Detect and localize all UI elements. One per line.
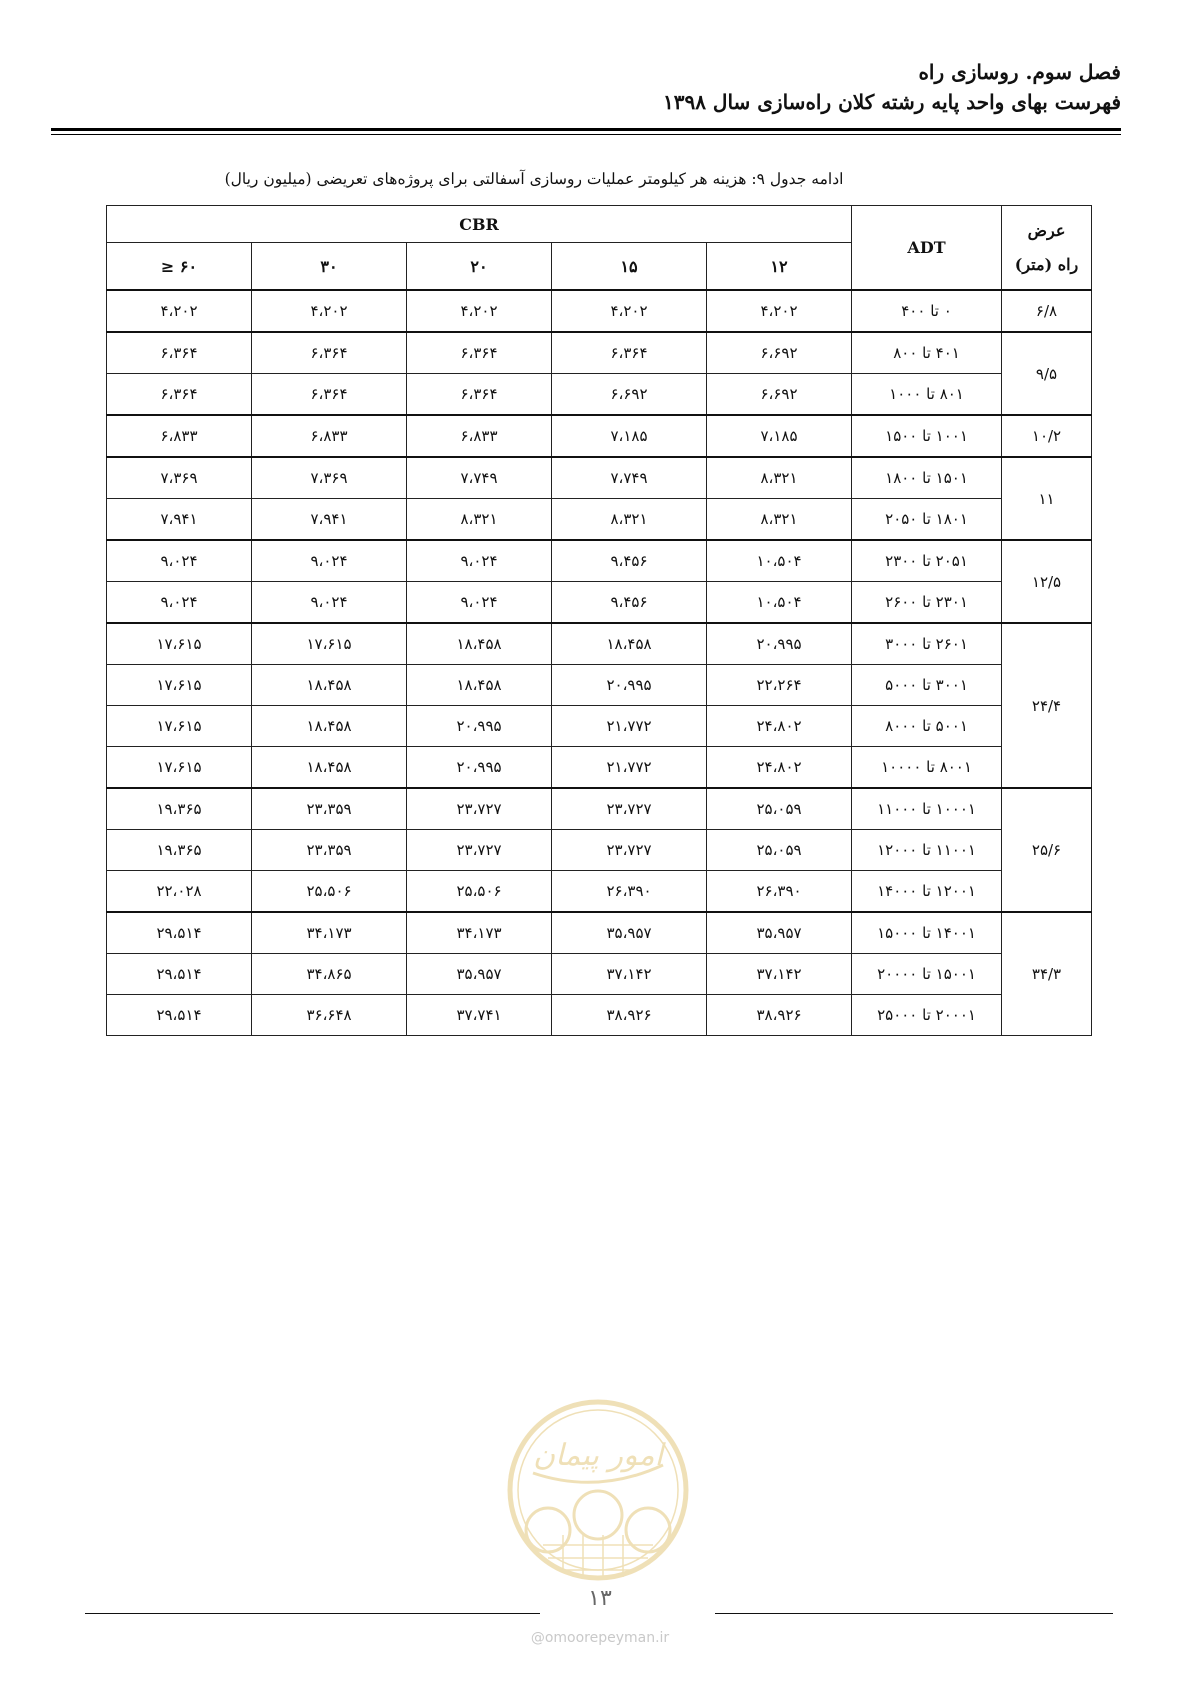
cost-value-cell: ۴،۲۰۲ (707, 290, 852, 332)
table-row (107, 954, 1092, 995)
width-column-header (1002, 206, 1092, 291)
cost-value-cell: ۶،۸۳۳ (107, 415, 252, 457)
cost-value-cell: ۱۹،۳۶۵ (107, 830, 252, 871)
adt-column-header: ADT (852, 206, 1002, 291)
cost-value-cell: ۴،۲۰۲ (107, 290, 252, 332)
table-row (107, 706, 1092, 747)
cost-value-cell: ۲۹،۵۱۴ (107, 912, 252, 954)
cost-value-cell: ۳۸،۹۲۶ (552, 995, 707, 1036)
cost-value-cell: ۲۳،۳۵۹ (252, 788, 407, 830)
page-number: ۱۳ (588, 1586, 612, 1611)
cost-value-cell: ۲۰،۹۹۵ (707, 623, 852, 665)
cost-value-cell: ۲۲،۰۲۸ (107, 871, 252, 913)
cost-value-cell: ۹،۰۲۴ (107, 582, 252, 624)
cost-value-cell: ۱۸،۴۵۸ (252, 706, 407, 747)
cost-value-cell: ۶،۸۳۳ (252, 415, 407, 457)
table-row (107, 374, 1092, 416)
document-subtitle: فهرست بهای واحد پایه رشته کلان راه‌سازی سال ۱۳۹۸ (663, 90, 1121, 114)
cost-table (106, 205, 1092, 1036)
cost-value-cell: ۳۴،۱۷۳ (252, 912, 407, 954)
road-width-cell: ۳۴/۳ (1002, 912, 1092, 1036)
cost-value-cell: ۱۸،۴۵۸ (552, 623, 707, 665)
cost-value-cell: ۹،۰۲۴ (107, 540, 252, 582)
road-width-cell: ۲۵/۶ (1002, 788, 1092, 912)
road-width-cell: ۱۰/۲ (1002, 415, 1092, 457)
cbr-group-header: CBR (107, 206, 852, 243)
cost-value-cell: ۷،۹۴۱ (252, 499, 407, 541)
table-row (107, 332, 1092, 374)
cbr-column-header: ۶۰ ≤ (107, 243, 252, 291)
cost-value-cell: ۴،۲۰۲ (252, 290, 407, 332)
cost-value-cell: ۷،۷۴۹ (552, 457, 707, 499)
adt-range-cell: ۲۰۵۱ تا ۲۳۰۰ (852, 540, 1002, 582)
cost-value-cell: ۲۳،۷۲۷ (407, 788, 552, 830)
cost-value-cell: ۲۰،۹۹۵ (407, 706, 552, 747)
cost-value-cell: ۱۸،۴۵۸ (252, 665, 407, 706)
cost-value-cell: ۳۶،۶۴۸ (252, 995, 407, 1036)
adt-range-cell: ۰ تا ۴۰۰ (852, 290, 1002, 332)
table-row (107, 871, 1092, 913)
table-row (107, 995, 1092, 1036)
cost-value-cell: ۲۵،۰۵۹ (707, 788, 852, 830)
cost-value-cell: ۶،۳۶۴ (407, 332, 552, 374)
adt-range-cell: ۱۴۰۰۱ تا ۱۵۰۰۰ (852, 912, 1002, 954)
cbr-column-header: ۳۰ (252, 243, 407, 291)
cost-value-cell: ۷،۹۴۱ (107, 499, 252, 541)
table-row (107, 747, 1092, 789)
adt-range-cell: ۱۲۰۰۱ تا ۱۴۰۰۰ (852, 871, 1002, 913)
website-watermark: @omoorepeyman.ir (530, 1630, 670, 1646)
cost-value-cell: ۲۵،۵۰۶ (407, 871, 552, 913)
cost-value-cell: ۱۹،۳۶۵ (107, 788, 252, 830)
cost-value-cell: ۱۷،۶۱۵ (107, 747, 252, 789)
cost-value-cell: ۶،۸۳۳ (407, 415, 552, 457)
cost-value-cell: ۱۸،۴۵۸ (407, 665, 552, 706)
adt-range-cell: ۱۰۰۰۱ تا ۱۱۰۰۰ (852, 788, 1002, 830)
adt-range-cell: ۲۰۰۰۱ تا ۲۵۰۰۰ (852, 995, 1002, 1036)
watermark-logo (503, 1395, 693, 1585)
cost-value-cell: ۲۳،۷۲۷ (552, 830, 707, 871)
cbr-column-header: ۱۵ (552, 243, 707, 291)
adt-range-cell: ۱۰۰۱ تا ۱۵۰۰ (852, 415, 1002, 457)
cost-value-cell: ۳۴،۸۶۵ (252, 954, 407, 995)
adt-range-cell: ۱۸۰۱ تا ۲۰۵۰ (852, 499, 1002, 541)
table-row (107, 457, 1092, 499)
cost-value-cell: ۶،۳۶۴ (107, 374, 252, 416)
cost-value-cell: ۲۴،۸۰۲ (707, 747, 852, 789)
cost-value-cell: ۲۴،۸۰۲ (707, 706, 852, 747)
cost-value-cell: ۶،۳۶۴ (407, 374, 552, 416)
chapter-title: فصل سوم. روسازی راه (918, 60, 1121, 84)
cost-value-cell: ۲۶،۳۹۰ (552, 871, 707, 913)
cost-value-cell: ۲۳،۳۵۹ (252, 830, 407, 871)
cost-value-cell: ۳۵،۹۵۷ (552, 912, 707, 954)
footer-rule-right (715, 1613, 1113, 1614)
cost-value-cell: ۳۷،۱۴۲ (707, 954, 852, 995)
adt-range-cell: ۱۱۰۰۱ تا ۱۲۰۰۰ (852, 830, 1002, 871)
cost-value-cell: ۴،۲۰۲ (552, 290, 707, 332)
cbr-column-header: ۲۰ (407, 243, 552, 291)
cost-value-cell: ۴،۲۰۲ (407, 290, 552, 332)
header-rule-thick (51, 128, 1121, 131)
table-caption: ادامه جدول ۹: هزینه هر کیلومتر عملیات روسازی آسفالتی برای پروژه‌های تعریضی (میلیون ریال) (224, 170, 844, 188)
table-row (107, 540, 1092, 582)
cost-value-cell: ۶،۶۹۲ (707, 332, 852, 374)
page-header (51, 58, 1121, 116)
table-row (107, 623, 1092, 665)
cost-value-cell: ۶،۶۹۲ (707, 374, 852, 416)
cost-value-cell: ۲۲،۲۶۴ (707, 665, 852, 706)
cost-value-cell: ۹،۰۲۴ (252, 540, 407, 582)
cost-value-cell: ۸،۳۲۱ (707, 457, 852, 499)
cost-value-cell: ۶،۳۶۴ (252, 374, 407, 416)
cost-value-cell: ۹،۰۲۴ (407, 582, 552, 624)
cost-value-cell: ۸،۳۲۱ (407, 499, 552, 541)
cost-value-cell: ۷،۷۴۹ (407, 457, 552, 499)
cost-value-cell: ۷،۳۶۹ (252, 457, 407, 499)
width-header-line1: عرض (1027, 220, 1066, 240)
cost-value-cell: ۹،۰۲۴ (252, 582, 407, 624)
cost-value-cell: ۳۵،۹۵۷ (407, 954, 552, 995)
adt-range-cell: ۸۰۱ تا ۱۰۰۰ (852, 374, 1002, 416)
cost-value-cell: ۲۰،۹۹۵ (407, 747, 552, 789)
cbr-column-header: ۱۲ (707, 243, 852, 291)
road-width-cell: ۲۴/۴ (1002, 623, 1092, 788)
cost-value-cell: ۱۸،۴۵۸ (252, 747, 407, 789)
adt-range-cell: ۴۰۱ تا ۸۰۰ (852, 332, 1002, 374)
cost-value-cell: ۲۶،۳۹۰ (707, 871, 852, 913)
svg-text:امور پیمان: امور پیمان (533, 1438, 663, 1473)
cost-value-cell: ۳۴،۱۷۳ (407, 912, 552, 954)
cost-value-cell: ۲۵،۰۵۹ (707, 830, 852, 871)
cost-value-cell: ۹،۰۲۴ (407, 540, 552, 582)
adt-range-cell: ۸۰۰۱ تا ۱۰۰۰۰ (852, 747, 1002, 789)
adt-range-cell: ۱۵۰۰۱ تا ۲۰۰۰۰ (852, 954, 1002, 995)
table-row (107, 290, 1092, 332)
table-row (107, 912, 1092, 954)
cost-value-cell: ۶،۶۹۲ (552, 374, 707, 416)
cost-value-cell: ۱۷،۶۱۵ (107, 623, 252, 665)
table-row (107, 415, 1092, 457)
cost-value-cell: ۱۸،۴۵۸ (407, 623, 552, 665)
cost-value-cell: ۳۷،۷۴۱ (407, 995, 552, 1036)
cost-value-cell: ۶،۳۶۴ (552, 332, 707, 374)
cost-value-cell: ۱۷،۶۱۵ (107, 665, 252, 706)
road-width-cell: ۹/۵ (1002, 332, 1092, 415)
road-width-cell: ۱۱ (1002, 457, 1092, 540)
header-rule-thin (51, 134, 1121, 135)
cost-value-cell: ۶،۳۶۴ (107, 332, 252, 374)
cost-value-cell: ۱۷،۶۱۵ (252, 623, 407, 665)
adt-range-cell: ۲۳۰۱ تا ۲۶۰۰ (852, 582, 1002, 624)
width-header-line2: راه (متر) (1014, 254, 1079, 274)
cost-value-cell: ۲۳،۷۲۷ (552, 788, 707, 830)
cost-value-cell: ۸،۳۲۱ (552, 499, 707, 541)
footer-rule-left (85, 1613, 540, 1614)
cost-value-cell: ۷،۱۸۵ (707, 415, 852, 457)
cost-value-cell: ۲۱،۷۷۲ (552, 747, 707, 789)
table-row (107, 665, 1092, 706)
adt-range-cell: ۳۰۰۱ تا ۵۰۰۰ (852, 665, 1002, 706)
table-row (107, 499, 1092, 541)
table-row (107, 830, 1092, 871)
cost-value-cell: ۸،۳۲۱ (707, 499, 852, 541)
adt-range-cell: ۵۰۰۱ تا ۸۰۰۰ (852, 706, 1002, 747)
cost-value-cell: ۷،۱۸۵ (552, 415, 707, 457)
cost-value-cell: ۲۱،۷۷۲ (552, 706, 707, 747)
table-row (107, 582, 1092, 624)
cost-value-cell: ۳۷،۱۴۲ (552, 954, 707, 995)
cost-value-cell: ۳۵،۹۵۷ (707, 912, 852, 954)
cost-value-cell: ۲۹،۵۱۴ (107, 995, 252, 1036)
cost-value-cell: ۲۰،۹۹۵ (552, 665, 707, 706)
road-width-cell: ۶/۸ (1002, 290, 1092, 332)
cost-value-cell: ۲۹،۵۱۴ (107, 954, 252, 995)
cost-value-cell: ۶،۳۶۴ (252, 332, 407, 374)
cost-value-cell: ۳۸،۹۲۶ (707, 995, 852, 1036)
adt-range-cell: ۱۵۰۱ تا ۱۸۰۰ (852, 457, 1002, 499)
road-width-cell: ۱۲/۵ (1002, 540, 1092, 623)
table-row (107, 788, 1092, 830)
cost-value-cell: ۹،۴۵۶ (552, 582, 707, 624)
adt-range-cell: ۲۶۰۱ تا ۳۰۰۰ (852, 623, 1002, 665)
cost-value-cell: ۲۳،۷۲۷ (407, 830, 552, 871)
cost-value-cell: ۷،۳۶۹ (107, 457, 252, 499)
cost-value-cell: ۱۰،۵۰۴ (707, 582, 852, 624)
cost-value-cell: ۱۷،۶۱۵ (107, 706, 252, 747)
cost-value-cell: ۲۵،۵۰۶ (252, 871, 407, 913)
cost-value-cell: ۱۰،۵۰۴ (707, 540, 852, 582)
cost-value-cell: ۹،۴۵۶ (552, 540, 707, 582)
